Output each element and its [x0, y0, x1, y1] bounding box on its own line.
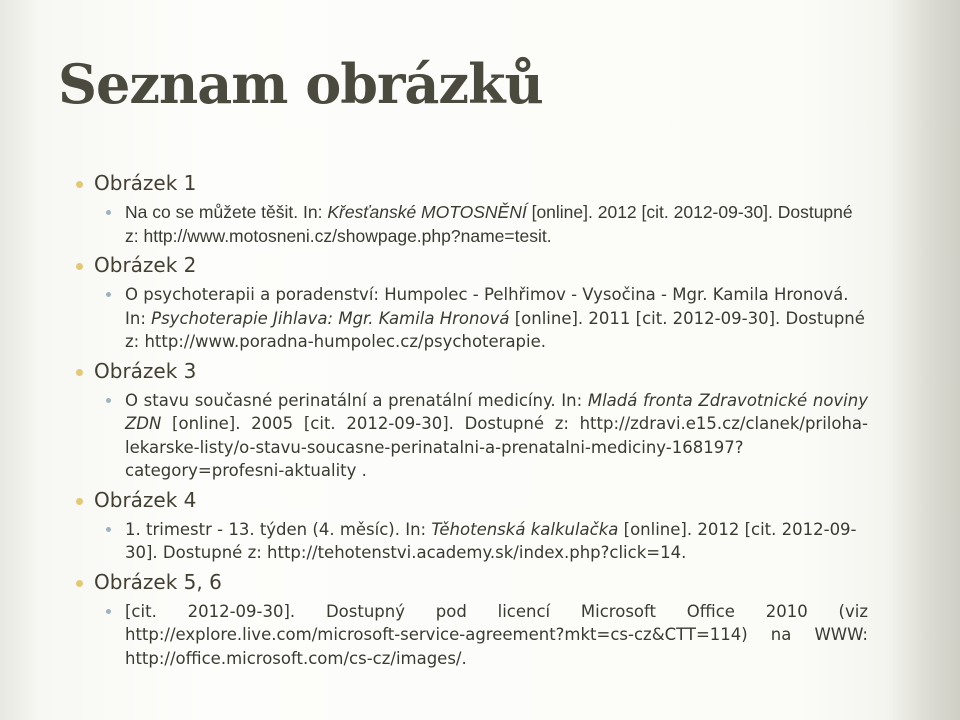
entry-heading-label: Obrázek 4: [94, 487, 197, 512]
citation-text: O stavu současné perinatální a prenatální medicíny. In:: [125, 390, 588, 410]
entry-citation-2: [106, 283, 868, 354]
entry-heading-2: [74, 252, 868, 279]
bullet-icon: [76, 498, 83, 505]
entry-heading-4: [74, 487, 868, 514]
entry-heading-label: Obrázek 5, 6: [94, 569, 222, 594]
bullet-icon: [76, 369, 83, 376]
citation-text: [online]. 2011 [cit. 2012-09-30]. Dostupné z: http://www.poradna-humpolec.cz/psychoterapie.: [125, 308, 865, 351]
citation-text: [online]. 2005 [cit. 2012-09-30]. Dostupné z: http://zdravi.e15.cz/clanek/priloha-lekarske-listy/o-stavu-soucasne-perinatalni-a-prenatalni-mediciny-168197?category=profesni-aktuality .: [125, 414, 868, 480]
bullet-icon: [76, 181, 83, 188]
entry-citation-5: [106, 600, 868, 671]
bullet-icon: [106, 609, 111, 614]
bibliography-list: [74, 170, 868, 674]
entry-citation-4: [106, 518, 868, 565]
entry-heading-label: Obrázek 2: [94, 253, 197, 277]
citation-source-title: Křesťanské MOTOSNĚNÍ: [327, 202, 527, 222]
entry-heading-label: Obrázek 3: [94, 358, 197, 383]
citation-text: 1. trimestr - 13. týden (4. měsíc). In:: [125, 519, 432, 539]
bullet-icon: [106, 210, 111, 215]
citation-text: [cit. 2012-09-30]. Dostupný pod licencí Microsoft Office 2010 (viz http://explore.live.com/microsoft-service-agreement?mkt=cs-cz&CTT=114) na WWW: http://office.microsoft.com/cs-cz/images/.: [125, 601, 868, 668]
citation-text: Na co se můžete těšit. In:: [125, 202, 328, 222]
citation-source-title: Psychoterapie Jihlava: Mgr. Kamila Hronová: [151, 308, 510, 328]
entry-heading-5: [74, 569, 868, 596]
entry-heading-1: [74, 170, 868, 197]
bullet-icon: [76, 580, 83, 587]
bullet-icon: [76, 263, 83, 270]
bullet-icon: [106, 398, 111, 403]
citation-text: [online]. 2012 [cit. 2012-09-30]. Dostupné z: http://tehotenstvi.academy.sk/index.php?click=14.: [125, 519, 857, 562]
citation-text: [online]. 2012 [cit. 2012-09-30]. Dostupné z: http://www.motosneni.cz/showpage.php?name=tesit.: [125, 202, 853, 246]
citation-text: O psychoterapii a poradenství: Humpolec - Pelhřimov - Vysočina - Mgr. Kamila Hronová. In:: [125, 285, 849, 328]
slide-title: Seznam obrázků: [58, 52, 543, 116]
bullet-icon: [106, 527, 111, 532]
entry-citation-1: [106, 201, 868, 248]
citation-source-title: Těhotenská kalkulačka: [431, 519, 619, 539]
decorative-side-stripe: [888, 0, 960, 720]
entry-heading-3: [74, 358, 868, 385]
citation-source-title: Mladá fronta Zdravotnické noviny ZDN: [125, 390, 868, 433]
bullet-icon: [106, 292, 111, 297]
entry-citation-3: [106, 389, 868, 483]
entry-heading-label: Obrázek 1: [94, 171, 197, 195]
